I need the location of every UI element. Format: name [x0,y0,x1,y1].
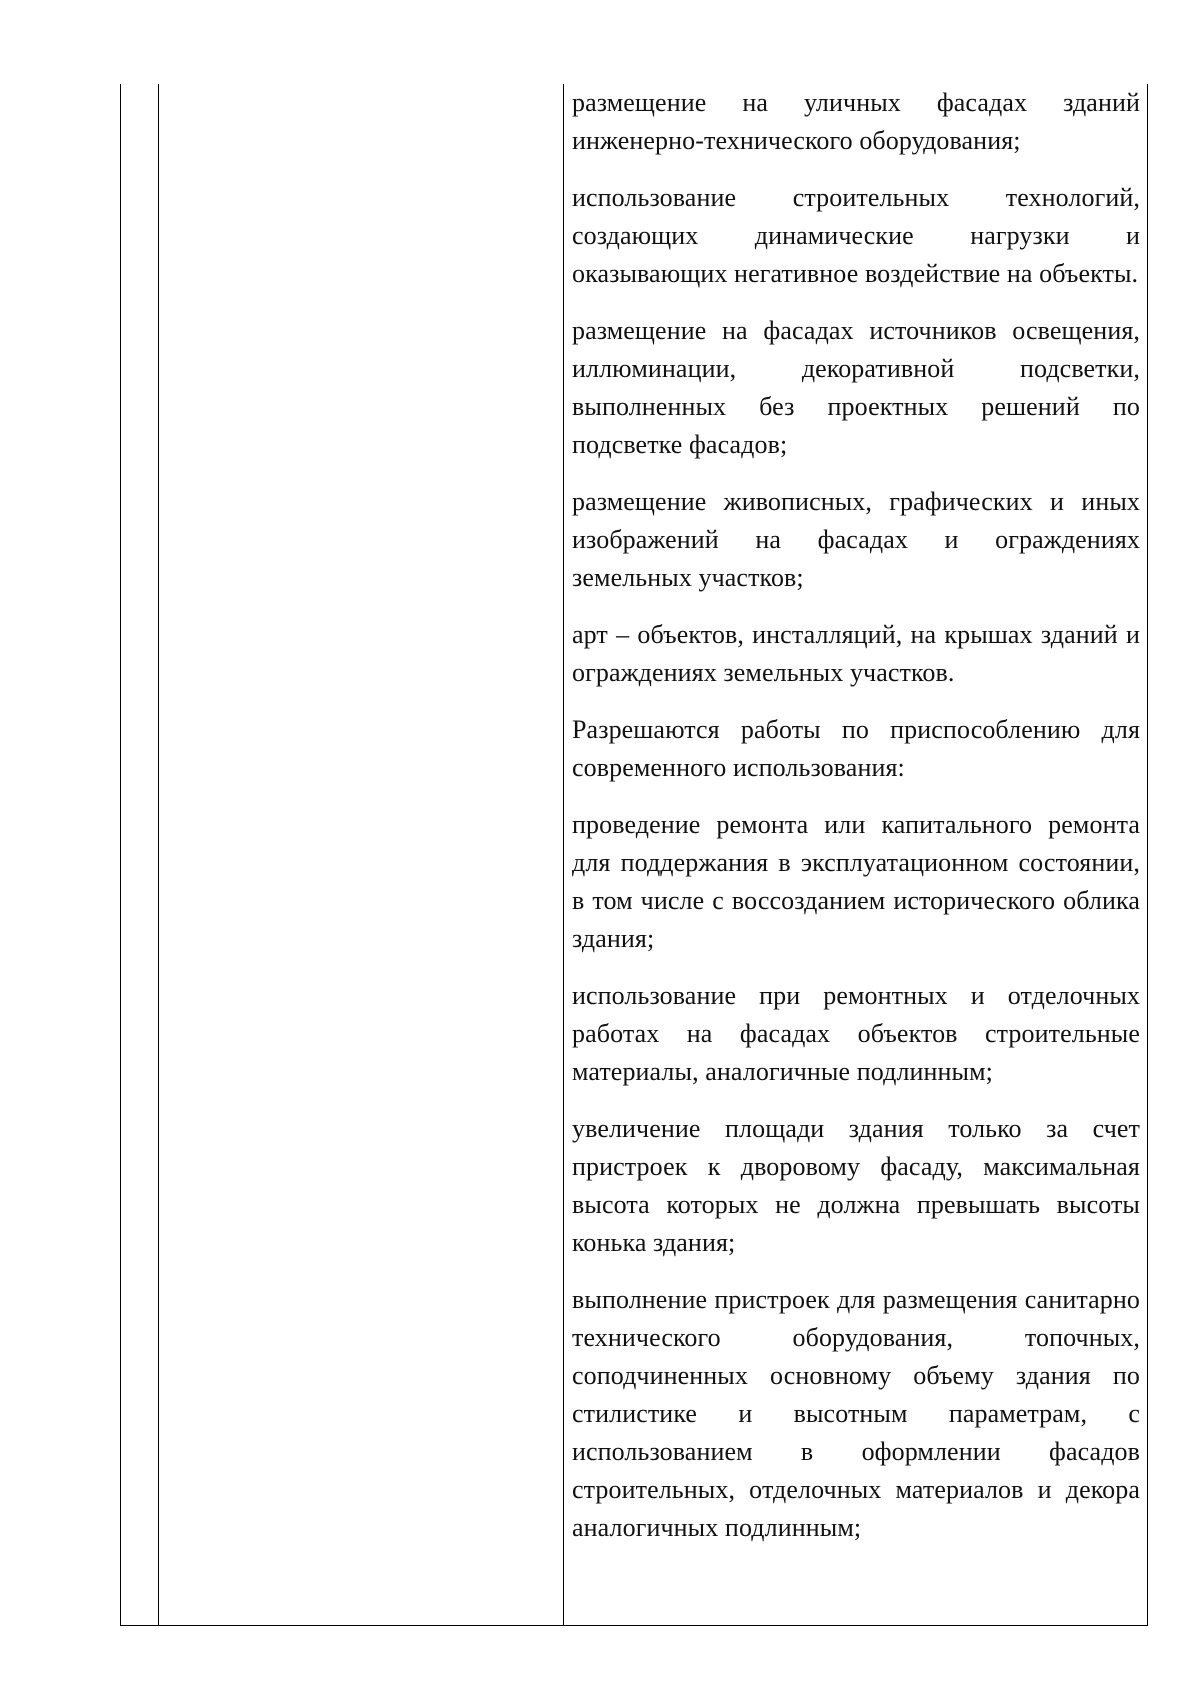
paragraph: увеличение площади здания только за счет пристроек к дворовому фасаду, максимальная высота которых не должна превышать высоты конька здания; [572,1114,1140,1257]
paragraph: использование строительных технологий, создающих динамические нагрузки и оказывающих негативное воздействие на объекты. [572,183,1140,288]
paragraph: использование при ремонтных и отделочных работах на фасадах объектов строительные материалы, аналогичные подлинным; [572,981,1140,1086]
paragraph: выполнение пристроек для размещения санитарно технического оборудования, топочных, соподчиненных основному объему здания по стилистике и высотным параметрам, с использованием в оформлении фасадов строительных, отделочных материалов и декора аналогичных подлинным; [572,1285,1140,1542]
paragraph: Разрешаются работы по приспособлению для современного использования: [572,715,1140,782]
requirements-cell [572,84,1140,1566]
paragraph: размещение на фасадах источников освещения, иллюминации, декоративной подсветки, выполненных без проектных решений по подсветке фасадов; [572,316,1140,459]
table-border-right [1147,84,1148,1625]
paragraph: проведение ремонта или капитального ремонта для поддержания в эксплуатационном состоянии, в том числе с воссозданием исторического облика здания; [572,810,1140,953]
paragraph: размещение на уличных фасадах зданий инженерно-технического оборудования; [572,88,1140,155]
paragraph: размещение живописных, графических и иных изображений на фасадах и ограждениях земельных участков; [572,487,1140,592]
table-border-left [120,84,121,1625]
paragraph: арт – объектов, инсталляций, на крышах зданий и ограждениях земельных участков. [572,620,1140,687]
column-divider-1 [158,84,159,1625]
regulations-table [120,84,1148,1626]
column-divider-2 [563,84,564,1625]
table-border-bottom [120,1625,1148,1626]
